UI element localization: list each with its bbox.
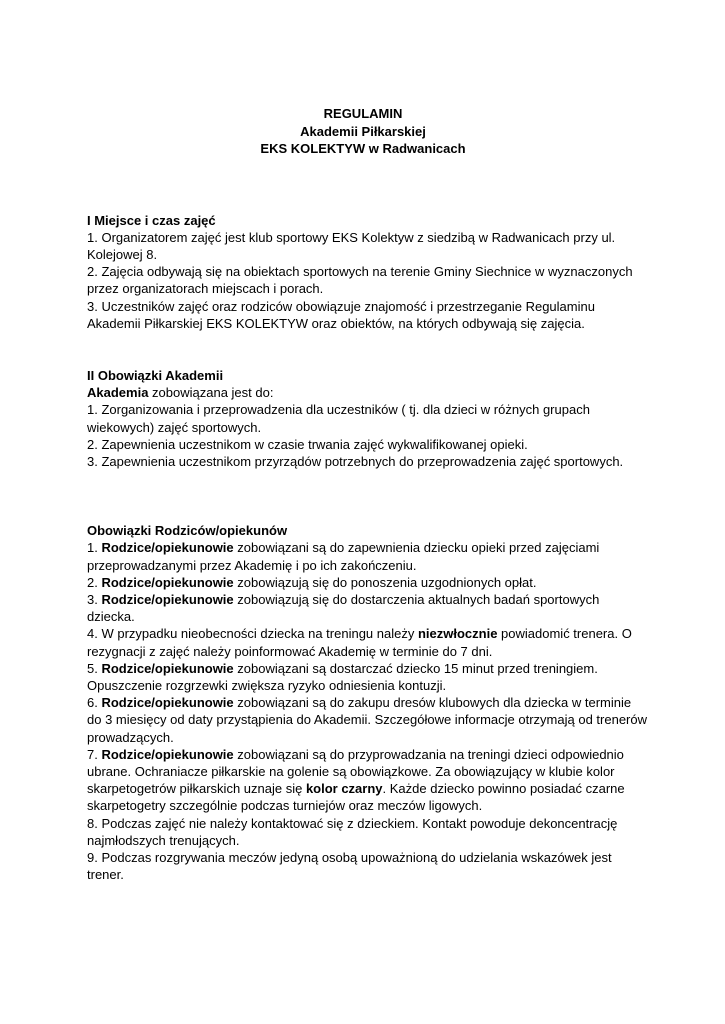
- paragraph: [87, 384, 647, 401]
- text-run: 2.: [87, 574, 102, 590]
- title-line-3: EKS KOLEKTYW w Radwanicach: [260, 141, 466, 156]
- paragraph: [87, 660, 647, 694]
- paragraph: 2. Zajęcia odbywają się na obiektach sportowych na terenie Gminy Siechnice w wyznaczonych przez organizatorach miejscach i porach.: [87, 264, 633, 297]
- paragraph: [87, 591, 647, 625]
- section-parent-duties: [87, 522, 647, 883]
- section-heading: II Obowiązki Akademii: [87, 367, 224, 383]
- bold-term: niezwłocznie: [417, 626, 498, 642]
- bold-term: Akademia: [87, 385, 149, 401]
- paragraph: 2. Zapewnienia uczestnikom w czasie trwania zajęć wykwalifikowanej opieki.: [87, 436, 528, 452]
- text-run: 7.: [87, 746, 102, 762]
- bold-term: Rodzice/opiekunowie: [101, 746, 234, 762]
- text-run: 3.: [87, 591, 102, 607]
- section-place-and-time: [87, 212, 647, 332]
- paragraph: [87, 694, 647, 746]
- bold-term: Rodzice/opiekunowie: [101, 591, 234, 607]
- text-run: zobowiązani są do przyprowadzania na treningi dzieci odpowiednio ubrane. Ochraniacze piłkarskie na golenie są obowiązkowe. Za obowiązujący w klubie kolor skarpetogetrów piłkarskich uznaje się: [87, 746, 624, 797]
- paragraph: [87, 539, 647, 573]
- paragraph: [87, 625, 647, 659]
- bold-term: Rodzice/opiekunowie: [101, 695, 234, 711]
- text-run: 4. W przypadku nieobecności dziecka na treningu należy: [87, 626, 418, 642]
- section-academy-duties: [87, 367, 647, 470]
- text-run: zobowiązani są do zapewnienia dziecku opieki przed zajęciami przeprowadzanymi przez Akademię i po ich zakończeniu.: [87, 540, 600, 573]
- title-line-2: Akademii Piłkarskiej: [300, 123, 426, 139]
- text-run: 6.: [87, 695, 102, 711]
- bold-term: Rodzice/opiekunowie: [101, 574, 234, 590]
- document-title: [87, 105, 639, 158]
- paragraph: 1. Organizatorem zajęć jest klub sportowy EKS Kolektyw z siedzibą w Radwanicach przy ul. Kolejowej 8.: [87, 229, 616, 262]
- bold-term: kolor czarny: [305, 781, 383, 797]
- title-line-1: REGULAMIN: [323, 106, 403, 121]
- text-run: zobowiązani są dostarczać dziecko 15 minut przed treningiem. Opuszczenie rozgrzewki zwiększa ryzyko odniesienia kontuzji.: [87, 660, 598, 693]
- paragraph: 9. Podczas rozgrywania meczów jedyną osobą upoważnioną do udzielania wskazówek jest trener.: [87, 850, 612, 883]
- paragraph: 8. Podczas zajęć nie należy kontaktować się z dzieckiem. Kontakt powoduje dekoncentrację najmłodszych trenujących.: [87, 815, 618, 848]
- text-run: . Każde dziecko powinno posiadać czarne skarpetogetry szczególnie podczas turniejów oraz meczów ligowych.: [87, 781, 625, 814]
- document-page: [87, 105, 647, 883]
- section-heading: Obowiązki Rodziców/opiekunów: [87, 523, 288, 539]
- paragraph: 1. Zorganizowania i przeprowadzenia dla uczestników ( tj. dla dzieci w różnych grupach wiekowych) zajęć sportowych.: [87, 402, 590, 435]
- paragraph: 3. Uczestników zajęć oraz rodziców obowiązuje znajomość i przestrzeganie Regulaminu Akademii Piłkarskiej EKS KOLEKTYW oraz obiektów, na których odbywają się zajęcia.: [87, 298, 595, 331]
- text-run: zobowiązana jest do:: [148, 385, 274, 401]
- section-heading: I Miejsce i czas zajęć: [87, 212, 216, 228]
- paragraph: [87, 574, 647, 591]
- bold-term: Rodzice/opiekunowie: [101, 660, 234, 676]
- text-run: 5.: [87, 660, 102, 676]
- text-run: zobowiązują się do dostarczenia aktualnych badań sportowych dziecka.: [87, 591, 600, 625]
- paragraph: 3. Zapewnienia uczestnikom przyrządów potrzebnych do przeprowadzenia zajęć sportowych.: [87, 453, 624, 469]
- text-run: zobowiązują się do ponoszenia uzgodnionych opłat.: [233, 574, 537, 590]
- bold-term: Rodzice/opiekunowie: [101, 540, 234, 556]
- text-run: powiadomić trenera. O rezygnacji z zajęć należy poinformować Akademię w terminie do 7 dni.: [87, 626, 632, 659]
- paragraph: [87, 746, 647, 815]
- text-run: 1.: [87, 540, 102, 556]
- text-run: zobowiązani są do zakupu dresów klubowych dla dziecka w terminie do 3 miesięcy od daty przystąpienia do Akademii. Szczegółowe informacje otrzymają od trenerów prowadzących.: [87, 695, 647, 745]
